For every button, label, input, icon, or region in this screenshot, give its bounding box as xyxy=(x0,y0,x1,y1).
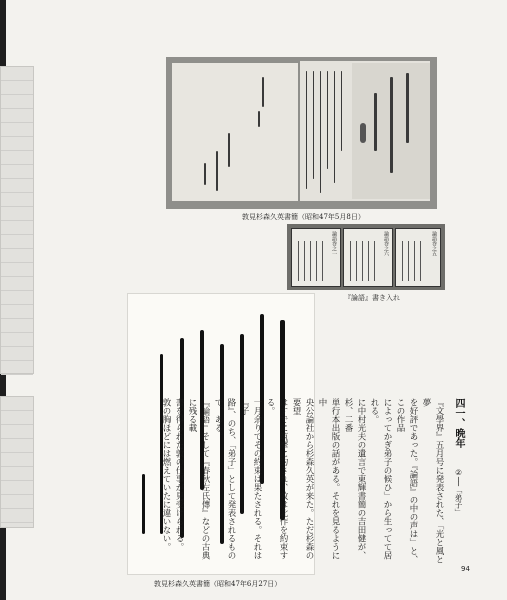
body-column: 『文學界』五月号に発表された、「光と風と夢 xyxy=(421,398,444,564)
body-column: 央公論社から杉森久英が来た。ただ杉森の要望 xyxy=(291,398,314,560)
opposite-page-ghost-lower xyxy=(0,396,34,528)
body-column: によってかぎ弟子の候ひ」から生ってて居れる。 xyxy=(369,398,392,560)
section-heading: 四一、晩年 xyxy=(453,398,464,448)
analects-books-photo xyxy=(287,224,445,290)
book-analects-6: 論語巻之六 xyxy=(343,228,393,287)
body-column: 単行本出版の話がある。それを見るように中 xyxy=(317,398,340,560)
caption-analects: 『論語』書き入れ xyxy=(344,294,400,302)
section-subheading: ②──「弟子」 xyxy=(454,468,463,517)
page-number: 94 xyxy=(461,565,470,573)
body-column: はすでに筑摩に約され、敦は北作を約束する。 xyxy=(265,398,288,560)
body-column: 路』、のち、「弟子」として発表されるもので、ある。 xyxy=(213,398,236,560)
envelope xyxy=(352,63,430,199)
book-page xyxy=(6,0,507,600)
letter-photo-may xyxy=(166,57,437,209)
caption-letter-june: 敦見杉森久英書簡（昭和47年6月27日） xyxy=(154,580,282,588)
opposite-page-ghost-upper xyxy=(0,66,34,374)
body-column: を好評であった。『論語』の中の声は」と、この作品 xyxy=(395,398,418,564)
letter-sheet-left xyxy=(172,63,298,201)
body-column: 書を得られた敦の仕事が見受けられる。 xyxy=(174,398,184,551)
body-text xyxy=(159,398,445,566)
body-column: 一月余りでその約束は果たされる。それは『子 xyxy=(239,398,262,560)
body-column: 敦の胸ほどには燃えていたに違いない。 xyxy=(161,398,171,551)
book-analects-1: 論語巻之一 xyxy=(291,228,341,287)
body-column: に中村光夫の遺言で東輝書簡の吉田健が、杉、二番 xyxy=(343,398,366,560)
body-column: 『論語』そして『春秋左氏傳』などの古典に残る載 xyxy=(187,398,210,560)
caption-letter-may: 敦見杉森久英書簡（昭和47年5月8日） xyxy=(242,213,365,221)
book-analects-5: 論語巻之五 xyxy=(395,228,441,287)
